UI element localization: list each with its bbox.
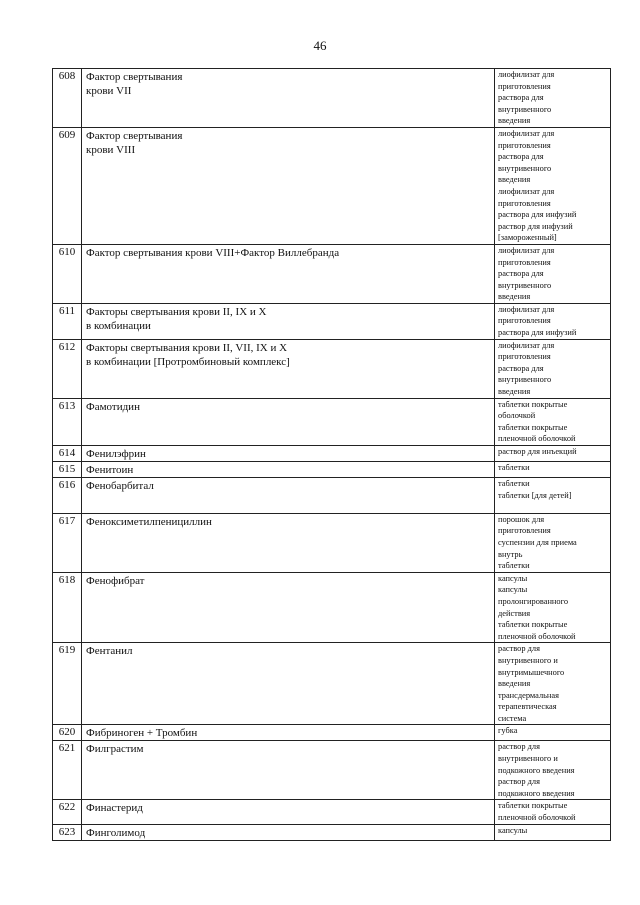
dosage-form-line: трансдермальная bbox=[498, 690, 559, 700]
table-row bbox=[53, 339, 611, 398]
dosage-form-line: внутрь bbox=[498, 549, 523, 559]
dosage-form-line: капсулы bbox=[498, 573, 528, 583]
row-number: 622 bbox=[53, 800, 82, 824]
drug-name-line: Фибриноген + Тромбин bbox=[86, 727, 198, 740]
drug-name-line: Фенитоин bbox=[86, 464, 134, 476]
dosage-form-line: суспензии для приема bbox=[498, 537, 577, 547]
dosage-form-line: пролонгированного bbox=[498, 596, 569, 606]
dosage-form-cell bbox=[495, 69, 611, 128]
dosage-form-cell bbox=[495, 462, 611, 478]
dosage-form-line: введения bbox=[498, 387, 531, 397]
dosage-form-cell bbox=[495, 339, 611, 398]
drug-name-line: Финголимод bbox=[86, 826, 146, 839]
table-row bbox=[53, 398, 611, 445]
dosage-form-line: подкожного введения bbox=[498, 765, 575, 775]
dosage-form-line: лиофилизат для bbox=[498, 245, 555, 255]
drug-name-cell bbox=[82, 800, 495, 824]
row-number: 614 bbox=[53, 446, 82, 462]
dosage-form-cell bbox=[495, 303, 611, 339]
row-number: 623 bbox=[53, 824, 82, 840]
dosage-form-line: приготовления bbox=[498, 81, 551, 91]
drug-name-cell bbox=[82, 643, 495, 725]
dosage-form-line: раствор для bbox=[498, 777, 540, 787]
drug-table bbox=[52, 68, 611, 841]
drug-name-cell bbox=[82, 398, 495, 445]
dosage-form-line: введения bbox=[498, 679, 531, 689]
drug-name-cell bbox=[82, 303, 495, 339]
row-number: 613 bbox=[53, 398, 82, 445]
drug-name-line: Фенилэфрин bbox=[86, 448, 146, 460]
dosage-form-line: введения bbox=[498, 292, 531, 302]
dosage-form-line: губка bbox=[498, 726, 518, 736]
table-row bbox=[53, 572, 611, 643]
drug-name-line: Феноксиметилпенициллин bbox=[86, 515, 212, 528]
drug-name-cell bbox=[82, 244, 495, 303]
dosage-form-cell bbox=[495, 478, 611, 514]
drug-name-line: в комбинации bbox=[86, 319, 151, 332]
dosage-form-cell bbox=[495, 572, 611, 643]
dosage-form-line: введения bbox=[498, 175, 531, 185]
dosage-form-line: капсулы bbox=[498, 825, 528, 835]
table-row bbox=[53, 725, 611, 741]
dosage-form-line: раствор для инъекций bbox=[498, 447, 577, 456]
dosage-form-line: приготовления bbox=[498, 316, 551, 326]
dosage-form-cell bbox=[495, 127, 611, 244]
drug-name-line: крови VIII bbox=[86, 143, 136, 156]
dosage-form-line: раствора для инфузий bbox=[498, 210, 577, 220]
drug-name-line: Фактор свертывания крови VIII+Фактор Виллебранда bbox=[86, 246, 340, 259]
drug-name-line: Фактор свертывания bbox=[86, 129, 183, 142]
page-number: 46 bbox=[313, 38, 327, 53]
dosage-form-cell bbox=[495, 643, 611, 725]
table-row bbox=[53, 513, 611, 572]
dosage-form-line: подкожного введения bbox=[498, 788, 575, 798]
dosage-form-line: порошок для bbox=[498, 514, 545, 524]
dosage-form-line: приготовления bbox=[498, 140, 551, 150]
dosage-form-line: таблетки [для детей] bbox=[498, 490, 572, 500]
drug-name-cell bbox=[82, 572, 495, 643]
table-row bbox=[53, 643, 611, 725]
dosage-form-cell bbox=[495, 725, 611, 741]
drug-name-cell bbox=[82, 513, 495, 572]
drug-name-cell bbox=[82, 127, 495, 244]
dosage-form-line: введения bbox=[498, 116, 531, 126]
row-number: 620 bbox=[53, 725, 82, 741]
table-row bbox=[53, 69, 611, 128]
dosage-form-line: таблетки покрытые bbox=[498, 620, 568, 630]
dosage-form-cell bbox=[495, 800, 611, 824]
drug-name-cell bbox=[82, 478, 495, 514]
row-number: 618 bbox=[53, 572, 82, 643]
dosage-form-line: внутривенного bbox=[498, 280, 552, 290]
dosage-form-line: терапевтическая bbox=[498, 702, 557, 712]
dosage-form-line: раствора для bbox=[498, 152, 544, 162]
dosage-form-cell bbox=[495, 741, 611, 800]
dosage-form-line: приготовления bbox=[498, 198, 551, 208]
row-number: 608 bbox=[53, 69, 82, 128]
dosage-form-cell bbox=[495, 824, 611, 840]
dosage-form-line: внутривенного и bbox=[498, 655, 558, 665]
dosage-form-line bbox=[498, 501, 610, 513]
dosage-form-line: оболочкой bbox=[498, 411, 536, 421]
table-row bbox=[53, 478, 611, 514]
drug-name-line: Фенобарбитал bbox=[86, 480, 154, 492]
drug-name-cell bbox=[82, 339, 495, 398]
dosage-form-line: раствор для bbox=[498, 644, 540, 654]
dosage-form-line: внутривенного bbox=[498, 375, 552, 385]
row-number: 609 bbox=[53, 127, 82, 244]
table-row bbox=[53, 303, 611, 339]
dosage-form-line: система bbox=[498, 713, 527, 723]
drug-name-line: Финастерид bbox=[86, 802, 143, 815]
dosage-form-line: приготовления bbox=[498, 257, 551, 267]
dosage-form-cell bbox=[495, 244, 611, 303]
dosage-form-line: раствор для инфузий bbox=[498, 221, 573, 231]
table-row bbox=[53, 824, 611, 840]
table-row bbox=[53, 462, 611, 478]
drug-name-cell bbox=[82, 462, 495, 478]
dosage-form-line: таблетки bbox=[498, 561, 530, 571]
row-number: 611 bbox=[53, 303, 82, 339]
table-row bbox=[53, 800, 611, 824]
table-row bbox=[53, 127, 611, 244]
dosage-form-line: раствора для bbox=[498, 363, 544, 373]
drug-name-cell bbox=[82, 824, 495, 840]
dosage-form-line: внутривенного и bbox=[498, 754, 558, 764]
dosage-form-cell bbox=[495, 513, 611, 572]
dosage-form-line: пленочной оболочкой bbox=[498, 631, 576, 641]
drug-name-line: Фенофибрат bbox=[86, 574, 145, 587]
dosage-form-line: лиофилизат для bbox=[498, 304, 555, 314]
table-row bbox=[53, 244, 611, 303]
drug-name-line: Факторы свертывания крови II, IX и X bbox=[86, 305, 267, 318]
dosage-form-line: лиофилизат для bbox=[498, 70, 555, 79]
dosage-form-line: внутримышечного bbox=[498, 667, 565, 677]
row-number: 619 bbox=[53, 643, 82, 725]
drug-name-cell bbox=[82, 69, 495, 128]
drug-name-cell bbox=[82, 725, 495, 741]
dosage-form-line: таблетки покрытые bbox=[498, 801, 568, 811]
dosage-form-line: приготовления bbox=[498, 526, 551, 536]
drug-name-line: Факторы свертывания крови II, VII, IX и X bbox=[86, 341, 288, 354]
dosage-form-line: лиофилизат для bbox=[498, 186, 555, 196]
row-number: 612 bbox=[53, 339, 82, 398]
dosage-form-line: приготовления bbox=[498, 352, 551, 362]
dosage-form-line: таблетки покрытые bbox=[498, 422, 568, 432]
dosage-form-line: [замороженный] bbox=[498, 233, 557, 243]
dosage-form-line: таблетки bbox=[498, 479, 530, 488]
drug-name-line: Фамотидин bbox=[86, 400, 140, 413]
row-number: 615 bbox=[53, 462, 82, 478]
dosage-form-line: раствора для инфузий bbox=[498, 328, 577, 338]
row-number: 621 bbox=[53, 741, 82, 800]
row-number: 610 bbox=[53, 244, 82, 303]
dosage-form-line: раствора для bbox=[498, 269, 544, 279]
dosage-form-cell bbox=[495, 446, 611, 462]
table-row bbox=[53, 741, 611, 800]
drug-name-line: Фентанил bbox=[86, 645, 133, 658]
row-number: 617 bbox=[53, 513, 82, 572]
dosage-form-cell bbox=[495, 398, 611, 445]
dosage-form-line: раствора для bbox=[498, 93, 544, 103]
dosage-form-line: капсулы bbox=[498, 585, 528, 595]
drug-name-line: Филграстим bbox=[86, 743, 144, 756]
dosage-form-line: пленочной оболочкой bbox=[498, 434, 576, 444]
dosage-form-line: лиофилизат для bbox=[498, 340, 555, 350]
table-row bbox=[53, 446, 611, 462]
dosage-form-line: действия bbox=[498, 608, 531, 618]
drug-name-line: в комбинации [Протромбиновый комплекс] bbox=[86, 355, 290, 368]
row-number: 616 bbox=[53, 478, 82, 514]
dosage-form-line: внутривенного bbox=[498, 104, 552, 114]
dosage-form-line: лиофилизат для bbox=[498, 128, 555, 138]
drug-name-line: Фактор свертывания bbox=[86, 71, 183, 83]
dosage-form-line: внутривенного bbox=[498, 163, 552, 173]
drug-name-line: крови VII bbox=[86, 85, 132, 97]
dosage-form-line: пленочной оболочкой bbox=[498, 813, 576, 823]
dosage-form-line: раствор для bbox=[498, 742, 540, 752]
dosage-form-line: таблетки покрытые bbox=[498, 399, 568, 409]
drug-name-cell bbox=[82, 446, 495, 462]
drug-name-cell bbox=[82, 741, 495, 800]
dosage-form-line: таблетки bbox=[498, 463, 530, 472]
table-body bbox=[53, 69, 611, 841]
